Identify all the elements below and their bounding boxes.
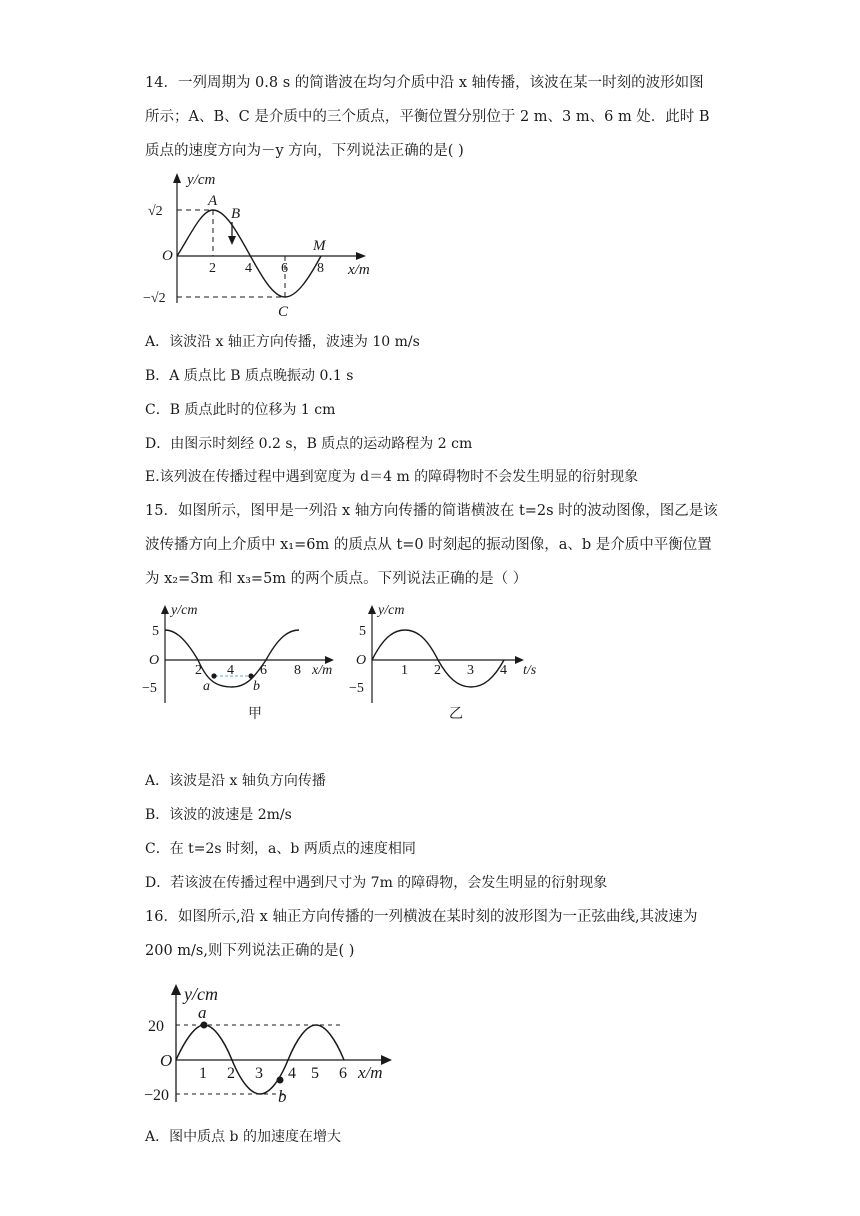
q14-stem-line-3: 质点的速度方向为－y 方向，下列说法正确的是( ) [145,143,464,159]
q14-option-d: D．由图示时刻经 0.2 s，B 质点的运动路程为 2 cm [145,436,473,452]
tick-label: 4 [227,663,234,678]
q14-option-e: E.该列波在传播过程中遇到宽度为 d＝4 m 的障碍物时不会发生明显的衍射现象 [145,469,639,485]
origin-label: O [160,1051,173,1070]
point-label-a: a [203,679,210,694]
q15-option-a: A．该波是沿 x 轴负方向传播 [145,773,326,789]
y-neg-label: −5 [142,681,157,696]
xlabel: x/m [348,262,370,278]
tick-label: 4 [288,1065,296,1082]
q14-option-b: B．A 质点比 B 质点晚振动 0.1 s [145,368,354,384]
tick-label: 3 [255,1065,263,1082]
q16-stem-line-1: 16．如图所示,沿 x 轴正方向传播的一列横波在某时刻的波形图为一正弦曲线,其波速为 [145,909,698,925]
xlabel: x/m [312,663,333,678]
ylabel: y/cm [187,172,216,188]
tick-label: 8 [317,261,324,276]
point-label-b: b [253,679,260,694]
q15-figure-a-caption: 甲 [248,706,262,722]
point-label-C: C [278,304,289,320]
y-neg-label: −5 [349,681,364,696]
tick-label: 1 [199,1065,207,1082]
q15-stem-line-3: 为 x₂=3m 和 x₃=5m 的两个质点。下列说法正确的是（ ） [145,571,528,587]
svg-text:y/cm [169,603,197,618]
q14-stem-line-1: 14．一列周期为 0.8 s 的简谐波在均匀介质中沿 x 轴传播，该波在某一时刻的波形如图 [145,75,704,91]
tick-label: 8 [294,663,301,678]
ylabel: y/cm [184,984,218,1004]
svg-text:y/cm [185,172,215,188]
y-pos-label: 5 [152,624,159,639]
y-pos-label: 5 [359,624,366,639]
tick-label: 2 [227,1065,235,1082]
q16-stem-line-2: 200 m/s,则下列说法正确的是( ) [145,943,355,959]
tick-label: 2 [195,663,202,678]
tick-label: 5 [311,1065,319,1082]
tick-label: 2 [209,261,216,276]
origin-label: O [162,248,173,264]
xlabel: t/s [523,663,537,678]
svg-text:y/cm [376,603,404,618]
point-label-B: B [231,206,241,222]
tick-label: 6 [260,663,267,678]
q14-stem-line-2: 所示；A、B、C 是介质中的三个质点，平衡位置分别位于 2 m、3 m、6 m 处．此时 B [145,109,710,125]
q15-figure-b-caption: 乙 [449,706,463,722]
xlabel: x/m [358,1063,383,1082]
tick-label: 6 [281,261,288,276]
point-label-a: a [198,1003,207,1022]
y-pos-label: √2 [148,204,163,219]
tick-label: 6 [339,1065,347,1082]
tick-label: 2 [434,663,441,678]
q15-option-c: C．在 t=2s 时刻，a、b 两质点的速度相同 [145,841,416,857]
origin-label: O [356,653,367,668]
q16-option-a: A．图中质点 b 的加速度在增大 [145,1129,341,1145]
q14-option-a: A．该波沿 x 轴正方向传播，波速为 10 m/s [145,334,420,350]
point-label-A: A [208,193,218,209]
y-pos-label: 20 [148,1018,164,1035]
ylabel: y/cm [171,603,198,618]
point-label-M: M [313,238,326,254]
origin-label: O [149,653,160,668]
tick-label: 4 [500,663,507,678]
q15-stem-line-1: 15．如图所示，图甲是一列沿 x 轴方向传播的简谐横波在 t=2s 时的波动图像，图乙是该 [145,503,718,519]
q16-wave-figure [140,978,400,1108]
q15-option-d: D．若该波在传播过程中遇到尺寸为 7m 的障碍物，会发生明显的衍射现象 [145,875,608,891]
y-neg-label: −√2 [143,291,166,306]
q15-option-b: B．该波的波速是 2m/s [145,807,292,823]
q15-vibration-figure-b [340,598,550,708]
svg-text:y/cm [182,984,218,1004]
tick-label: 4 [245,261,252,276]
tick-label: 3 [467,663,474,678]
y-neg-label: −20 [144,1087,170,1104]
q14-wave-figure [140,168,380,320]
q15-wave-figure-a [140,598,345,708]
ylabel: y/cm [378,603,405,618]
q14-option-c: C．B 质点此时的位移为 1 cm [145,402,336,418]
point-label-b: b [278,1087,287,1106]
tick-label: 1 [401,663,408,678]
q15-stem-line-2: 波传播方向上介质中 x₁=6m 的质点从 t=0 时刻起的振动图像，a、b 是介质中平衡位置 [145,537,712,553]
